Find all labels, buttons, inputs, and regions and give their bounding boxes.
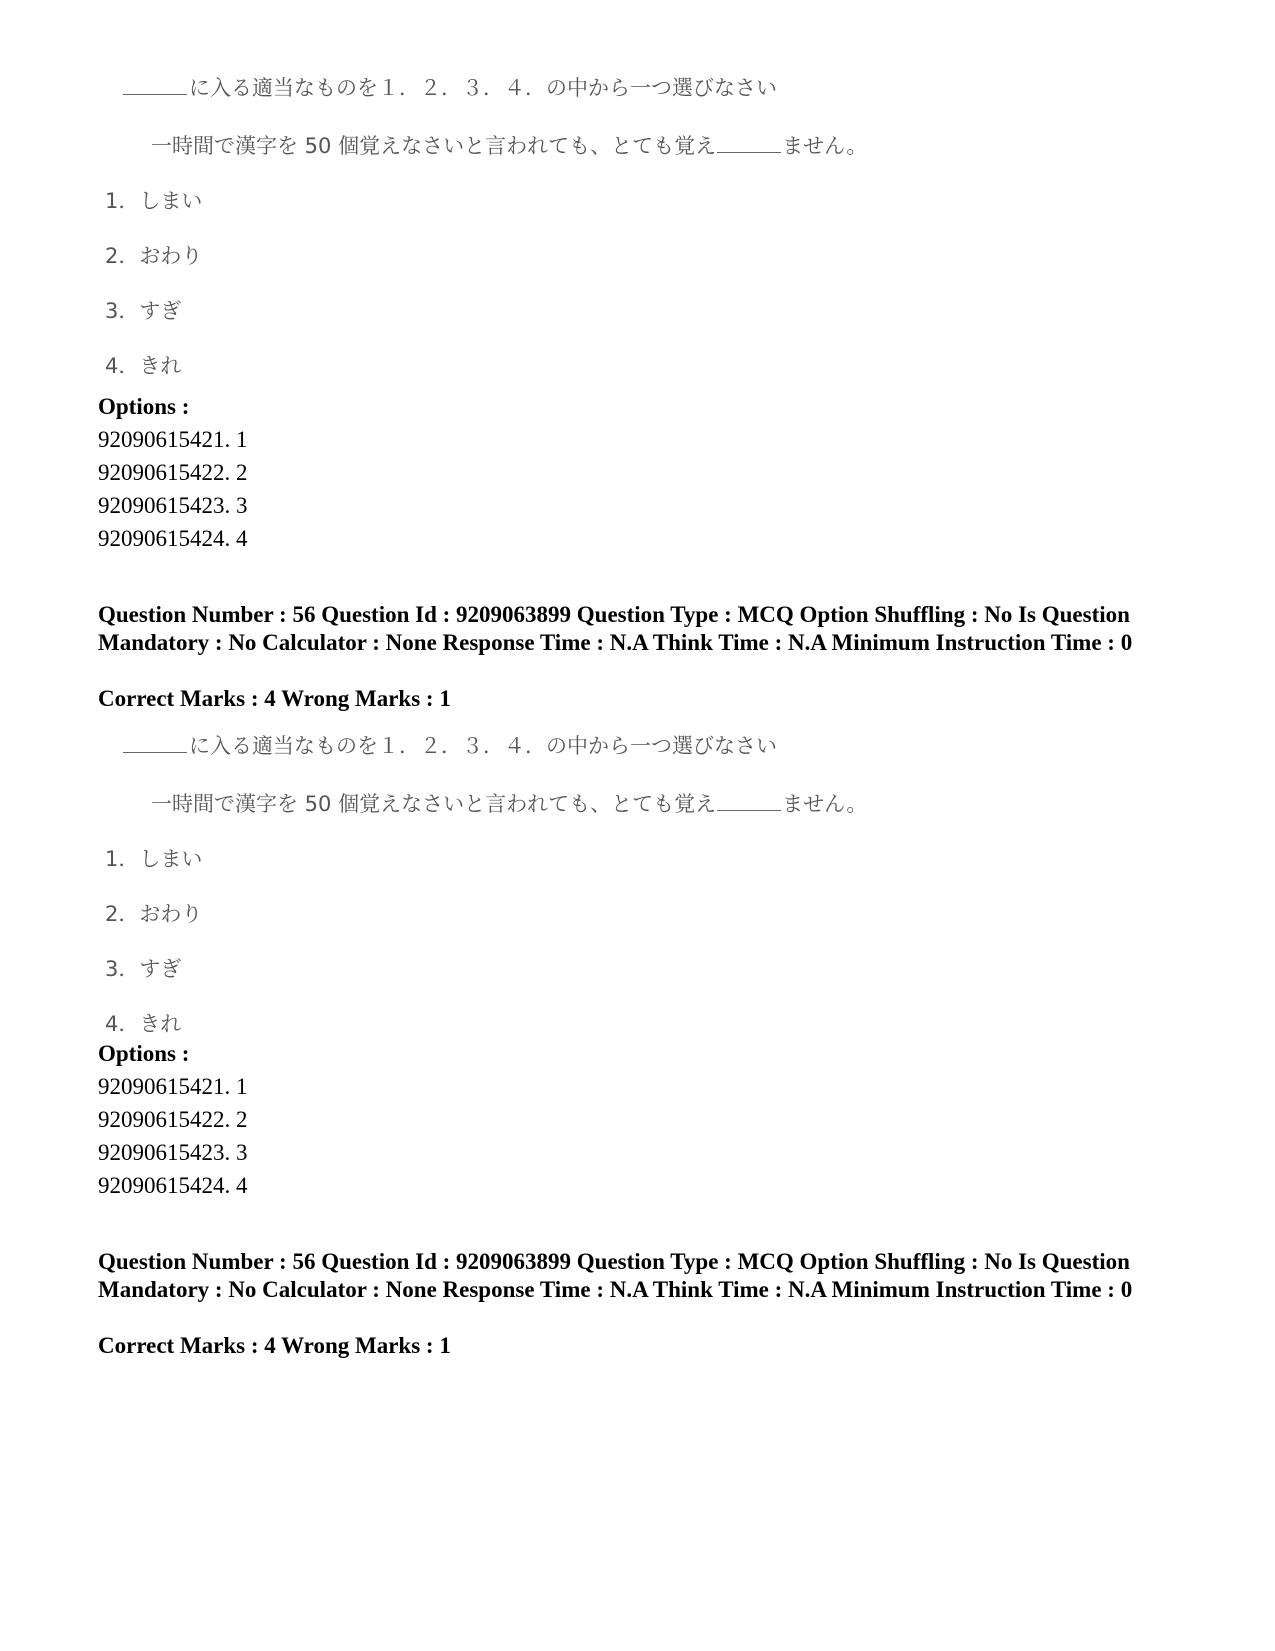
option-line-1: 92090615421. 1 — [98, 1074, 248, 1099]
sentence-suffix: ません。 — [782, 792, 868, 816]
question-meta-info: Question Number : 56 Question Id : 9209063899 Question Type : MCQ Option Shuffling : No Is Question Mandatory : No Calculator : None Response Time : N.A Think Time : N.A Minimum Instruction Time : 0 — [98, 602, 1133, 655]
answer-blank — [123, 74, 187, 95]
choice-3: 3．すぎ — [105, 957, 182, 981]
option-line-2: 92090615422. 2 — [98, 460, 248, 485]
question-meta-info: Question Number : 56 Question Id : 9209063899 Question Type : MCQ Option Shuffling : No Is Question Mandatory : No Calculator : None Response Time : N.A Think Time : N.A Minimum Instruction Time : 0 — [98, 1249, 1133, 1302]
question-image — [0, 0, 1275, 378]
question-instruction — [123, 72, 777, 102]
question-block-1 — [0, 0, 1275, 551]
option-line-1: 92090615421. 1 — [98, 427, 248, 452]
answer-blank — [717, 790, 781, 811]
instruction-text: に入る適当なものを１．２．３．４．の中から一つ選びなさい — [189, 76, 777, 100]
option-line-2: 92090615422. 2 — [98, 1107, 248, 1132]
answer-blank — [717, 132, 781, 153]
choice-4: 4．きれ — [105, 1012, 182, 1036]
question-block-2 — [0, 658, 1275, 1198]
choice-2: 2．おわり — [105, 902, 203, 926]
option-line-3: 92090615423. 3 — [98, 1140, 248, 1165]
choice-1: 1．しまい — [105, 847, 203, 871]
choice-4: 4．きれ — [105, 354, 182, 378]
option-line-4: 92090615424. 4 — [98, 526, 248, 551]
sentence-suffix: ません。 — [782, 134, 868, 158]
answer-blank — [123, 732, 187, 753]
option-line-4: 92090615424. 4 — [98, 1173, 248, 1198]
question-sentence — [151, 130, 867, 160]
question-marks: Correct Marks : 4 Wrong Marks : 1 — [98, 1333, 451, 1358]
question-instruction — [123, 730, 777, 760]
options-heading: Options : — [98, 394, 190, 419]
question-sentence — [151, 788, 867, 818]
question-image — [0, 658, 1275, 1036]
sentence-prefix: 一時間で漢字を 50 個覚えなさいと言われても、とても覚え — [151, 792, 717, 816]
sentence-prefix: 一時間で漢字を 50 個覚えなさいと言われても、とても覚え — [151, 134, 717, 158]
option-line-3: 92090615423. 3 — [98, 493, 248, 518]
choice-3: 3．すぎ — [105, 299, 182, 323]
choice-1: 1．しまい — [105, 189, 203, 213]
choice-2: 2．おわり — [105, 244, 203, 268]
question-marks: Correct Marks : 4 Wrong Marks : 1 — [98, 686, 451, 711]
instruction-text: に入る適当なものを１．２．３．４．の中から一つ選びなさい — [189, 734, 777, 758]
options-heading: Options : — [98, 1041, 190, 1066]
